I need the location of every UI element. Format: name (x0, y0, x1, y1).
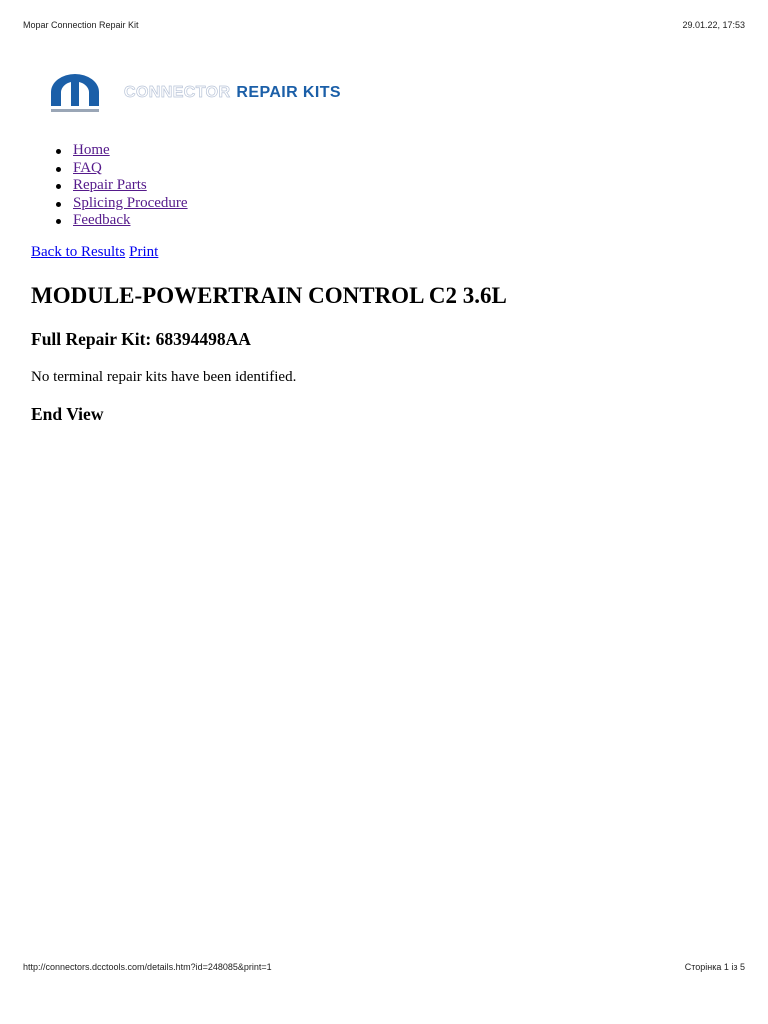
nav-link-feedback[interactable]: Feedback (73, 212, 131, 228)
nav-link-repair-parts[interactable]: Repair Parts (73, 177, 147, 193)
print-page-number: Сторінка 1 із 5 (684, 962, 745, 972)
print-datetime: 29.01.22, 17:53 (682, 20, 745, 30)
nav-item-faq (73, 160, 188, 178)
main-nav (31, 142, 188, 230)
nav-item-home (73, 142, 188, 160)
mopar-logo-icon (48, 72, 102, 114)
logo-word-connector: CONNECTOR (124, 84, 231, 101)
print-url: http://connectors.dcctools.com/details.htm?id=248085&print=1 (23, 962, 272, 972)
print-header (23, 20, 745, 30)
print-page-title: Mopar Connection Repair Kit (23, 20, 139, 30)
result-actions (31, 244, 162, 261)
logo-wordmark (124, 84, 341, 102)
back-to-results-link[interactable]: Back to Results (31, 244, 126, 260)
end-view-heading: End View (31, 404, 104, 424)
print-footer (23, 962, 745, 972)
connector-repair-kits-logo (48, 72, 341, 114)
nav-link-splicing-procedure[interactable]: Splicing Procedure (73, 194, 188, 211)
nav-item-feedback (73, 212, 188, 230)
nav-item-repair-parts (73, 177, 188, 195)
nav-item-splicing-procedure (73, 195, 188, 213)
print-link[interactable]: Print (129, 244, 159, 260)
no-kits-message: No terminal repair kits have been identified. (31, 369, 297, 385)
logo-word-repair-kits: REPAIR KITS (236, 84, 341, 101)
nav-link-home[interactable]: Home (73, 142, 110, 158)
page-title: MODULE-POWERTRAIN CONTROL C2 3.6L (31, 283, 507, 308)
nav-link-faq[interactable]: FAQ (73, 159, 102, 176)
full-repair-kit-heading: Full Repair Kit: 68394498AA (31, 329, 251, 349)
